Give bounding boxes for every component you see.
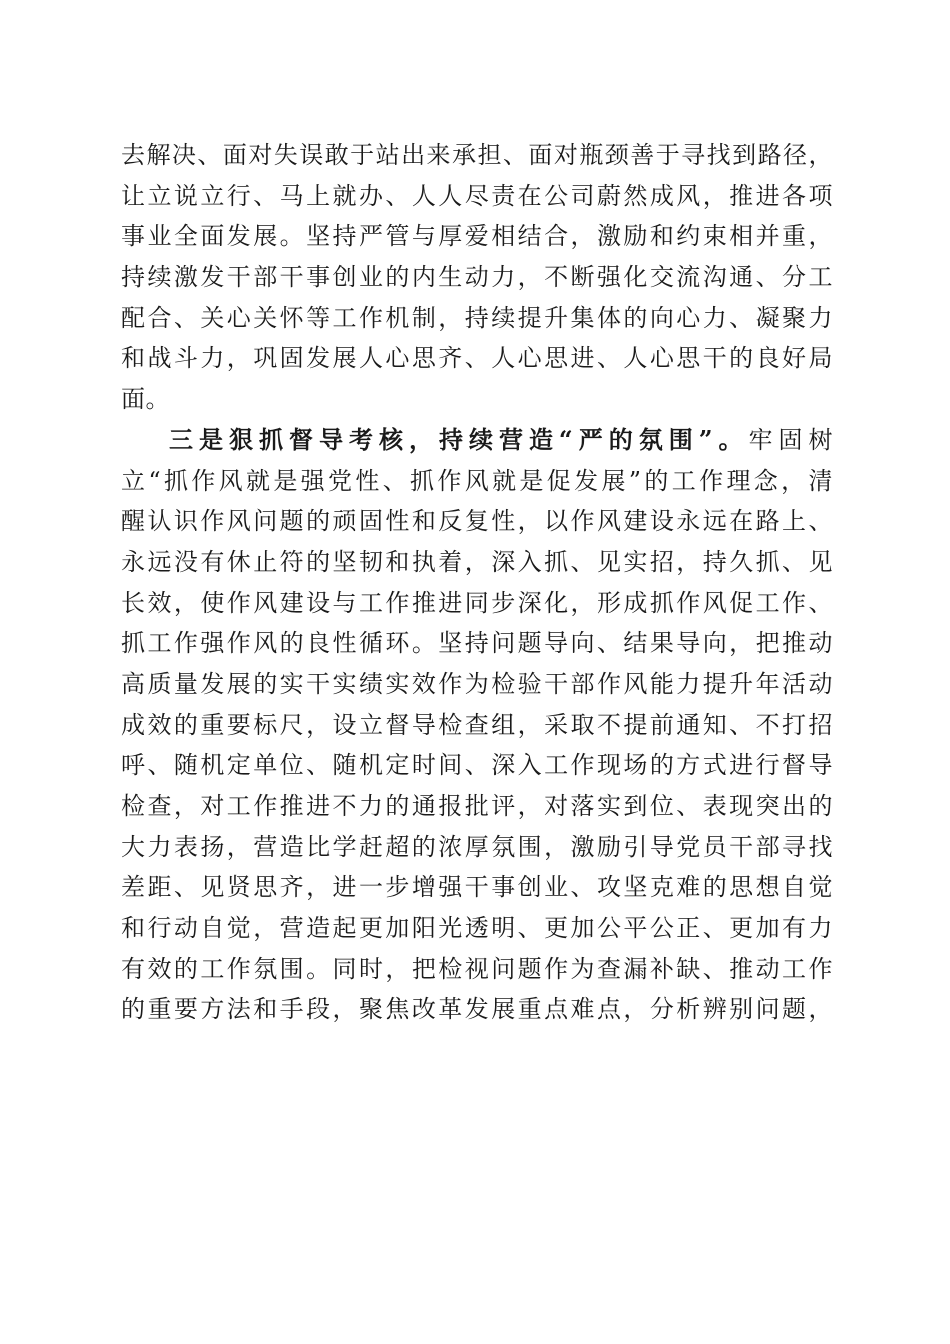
text-line: 让立说立行、马上就办、人人尽责在公司蔚然成风，推进各项 bbox=[121, 181, 833, 210]
text-line: 醒认识作风问题的顽固性和反复性，以作风建设永远在路上、 bbox=[121, 507, 833, 536]
text-line: 持续激发干部干事创业的内生动力，不断强化交流沟通、分工 bbox=[121, 263, 833, 292]
text-line: 去解决、面对失误敢于站出来承担、面对瓶颈善于寻找到路径， bbox=[121, 141, 833, 169]
text-line: 有效的工作氛围。同时，把检视问题作为查漏补缺、推动工作 bbox=[121, 954, 833, 983]
document-body bbox=[121, 135, 833, 1030]
text-line: 差距、见贤思齐，进一步增强干事创业、攻坚克难的思想自觉 bbox=[121, 873, 833, 902]
text-line: 和行动自觉，营造起更加阳光透明、更加公平公正、更加有力 bbox=[121, 914, 833, 943]
text-line: 高质量发展的实干实绩实效作为检验干部作风能力提升年活动 bbox=[121, 669, 833, 698]
text-line: 面。 bbox=[121, 385, 170, 414]
text-line: 呼、随机定单位、随机定时间、深入工作现场的方式进行督导 bbox=[121, 751, 833, 780]
text-line: 和战斗力，巩固发展人心思齐、人心思进、人心思干的良好局 bbox=[121, 344, 833, 373]
text-line: 永远没有休止符的坚韧和执着，深入抓、见实招，持久抓、见 bbox=[121, 547, 833, 576]
text-span: 牢固树 bbox=[748, 425, 834, 454]
text-line: 事业全面发展。坚持严管与厚爱相结合，激励和约束相并重， bbox=[121, 222, 833, 251]
text-line: 抓工作强作风的良性循环。坚持问题导向、结果导向，把推动 bbox=[121, 629, 833, 658]
paragraph-first-line bbox=[121, 420, 833, 461]
text-line: 立“抓作风就是强党性、抓作风就是促发展”的工作理念，清 bbox=[121, 466, 833, 495]
paragraph-1 bbox=[121, 135, 833, 420]
paragraph-2 bbox=[121, 420, 833, 1030]
text-line: 长效，使作风建设与工作推进同步深化，形成抓作风促工作、 bbox=[121, 588, 833, 617]
text-line: 成效的重要标尺，设立督导检查组，采取不提前通知、不打招 bbox=[121, 710, 833, 739]
text-line: 的重要方法和手段，聚焦改革发展重点难点，分析辨别问题， bbox=[121, 995, 833, 1024]
paragraph-heading: 三是狠抓督导考核，持续营造“严的氛围”。 bbox=[169, 424, 749, 454]
text-line: 检查，对工作推进不力的通报批评，对落实到位、表现突出的 bbox=[121, 792, 833, 820]
text-line: 配合、关心关怀等工作机制，持续提升集体的向心力、凝聚力 bbox=[121, 303, 833, 332]
text-line: 大力表扬，营造比学赶超的浓厚氛围，激励引导党员干部寻找 bbox=[121, 832, 833, 861]
